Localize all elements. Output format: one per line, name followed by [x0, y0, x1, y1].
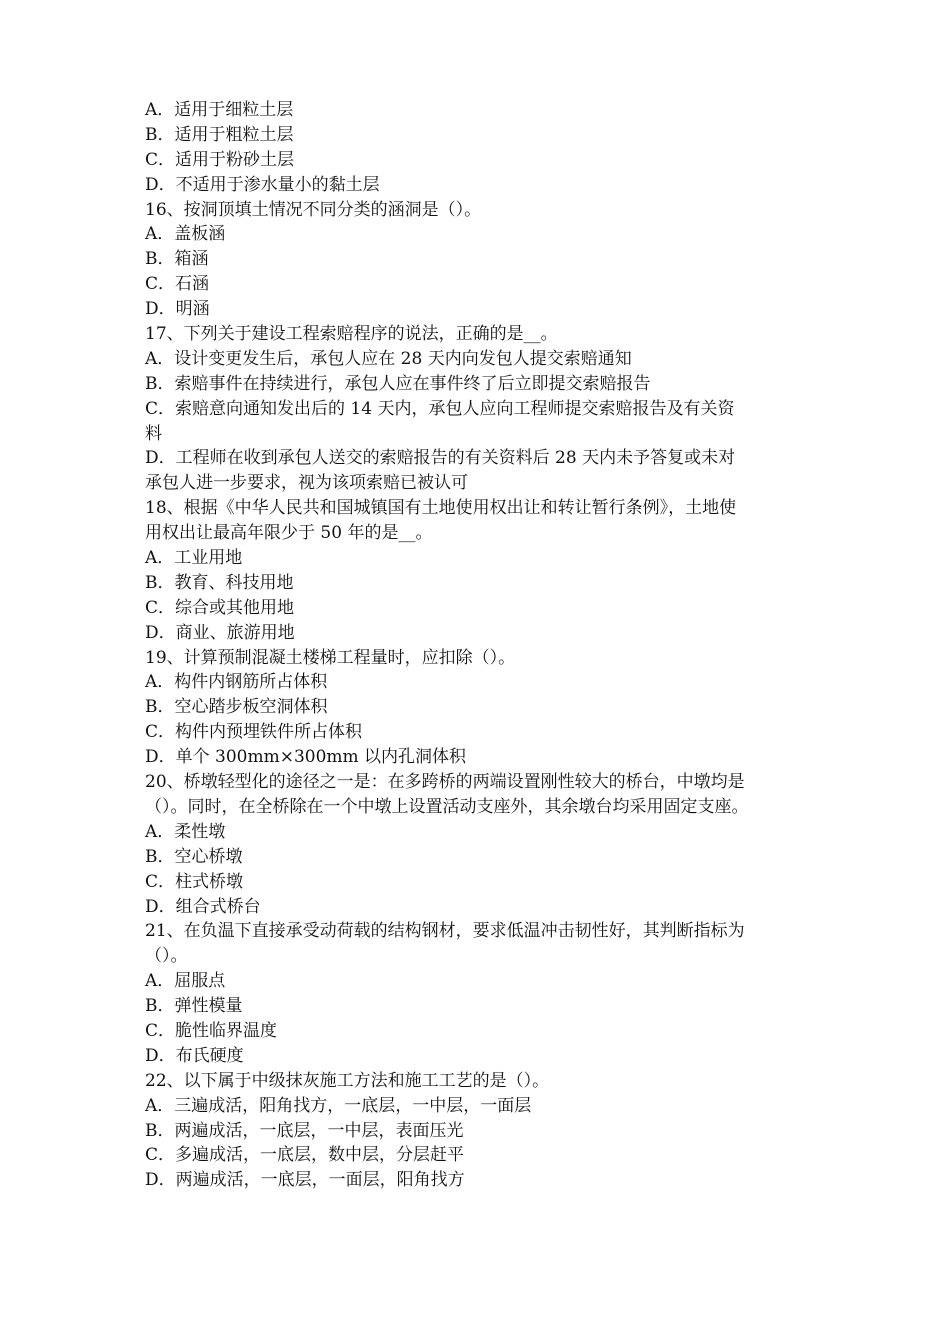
question-18: 18、根据《中华人民共和国城镇国有土地使用权出让和转让暂行条例》，土地使 — [145, 498, 737, 519]
option-line: C．柱式桥墩 — [145, 871, 244, 892]
option-line-continued: 料 — [145, 423, 162, 444]
option-line: D．不适用于渗水量小的黏土层 — [145, 174, 380, 195]
option-line-continued: 承包人进一步要求，视为该项索赔已被认可 — [145, 473, 468, 494]
option-line: A．盖板涵 — [145, 224, 226, 245]
option-line: C．综合或其他用地 — [145, 597, 295, 618]
document-body — [145, 98, 810, 1193]
option-line: C．适用于粉砂土层 — [145, 149, 295, 170]
option-line: A．柔性墩 — [145, 821, 226, 842]
option-line: B．弹性模量 — [145, 996, 243, 1017]
question-17: 17、下列关于建设工程索赔程序的说法，正确的是__。 — [145, 324, 558, 345]
option-line: A．设计变更发生后，承包人应在 28 天内向发包人提交索赔通知 — [145, 348, 632, 369]
option-line: D．布氏硬度 — [145, 1045, 244, 1066]
option-line: C．石涵 — [145, 274, 210, 295]
option-line: A．屈服点 — [145, 971, 226, 992]
question-21: 21、在负温下直接承受动荷载的结构钢材，要求低温冲击韧性好，其判断指标为 — [145, 921, 745, 942]
option-line: D．组合式桥台 — [145, 896, 261, 917]
option-line: A．构件内钢筋所占体积 — [145, 672, 328, 693]
question-20-continued: （）。同时，在全桥除在一个中墩上设置活动支座外，其余墩台均采用固定支座。 — [145, 796, 749, 817]
option-line: A．三遍成活，阳角找方，一底层，一中层，一面层 — [145, 1095, 532, 1116]
option-line: C．脆性临界温度 — [145, 1020, 278, 1041]
question-22: 22、以下属于中级抹灰施工方法和施工工艺的是（）。 — [145, 1070, 550, 1091]
question-16: 16、按洞顶填土情况不同分类的涵洞是（）。 — [145, 199, 482, 220]
option-line: D．商业、旅游用地 — [145, 622, 295, 643]
question-20: 20、桥墩轻型化的途径之一是：在多跨桥的两端设置刚性较大的桥台，中墩均是 — [145, 772, 745, 793]
option-line: D．明涵 — [145, 299, 210, 320]
option-line: B．空心桥墩 — [145, 846, 243, 867]
option-line: C．构件内预埋铁件所占体积 — [145, 722, 363, 743]
option-line: B．索赔事件在持续进行，承包人应在事件终了后立即提交索赔报告 — [145, 373, 651, 394]
question-18-continued: 用权出让最高年限少于 50 年的是__。 — [145, 523, 433, 544]
option-line: A．适用于细粒土层 — [145, 100, 294, 120]
question-19: 19、计算预制混凝土楼梯工程量时，应扣除（）。 — [145, 647, 516, 668]
option-line: B．适用于粗粒土层 — [145, 124, 294, 145]
option-line: B．箱涵 — [145, 249, 209, 270]
option-line: D．单个 300mm×300mm 以内孔洞体积 — [145, 747, 467, 768]
option-line: A．工业用地 — [145, 548, 243, 569]
option-line: C．多遍成活，一底层，数中层，分层赶平 — [145, 1145, 465, 1166]
question-21-continued: （）。 — [145, 946, 188, 967]
option-line: B．两遍成活，一底层，一中层，表面压光 — [145, 1120, 464, 1141]
option-line: B．教育、科技用地 — [145, 572, 294, 593]
option-line: B．空心踏步板空洞体积 — [145, 697, 328, 718]
option-line: C．索赔意向通知发出后的 14 天内，承包人应向工程师提交索赔报告及有关资 — [145, 398, 735, 419]
option-line: D．工程师在收到承包人送交的索赔报告的有关资料后 28 天内未予答复或未对 — [145, 448, 736, 469]
option-line: D．两遍成活，一底层，一面层，阳角找方 — [145, 1170, 465, 1191]
